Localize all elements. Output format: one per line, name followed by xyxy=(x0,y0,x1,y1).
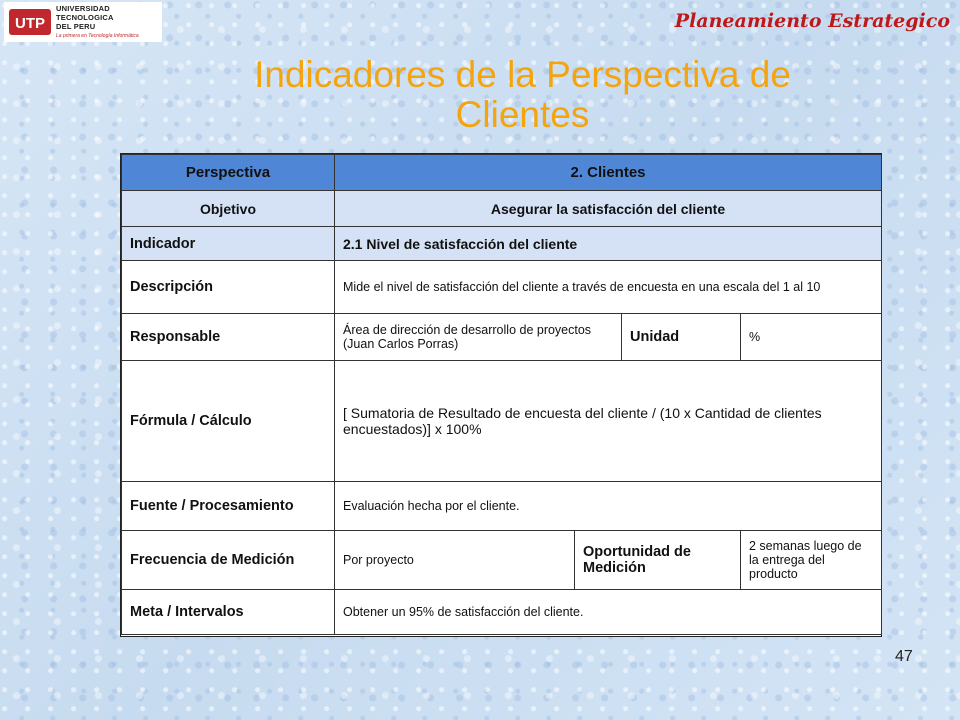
logo-line-3: DEL PERU xyxy=(56,21,96,31)
logo-mark-text: UTP xyxy=(15,15,45,32)
frecuencia-value: Por proyecto xyxy=(335,531,575,590)
logo-line-2: TECNOLOGICA xyxy=(56,12,114,22)
descripcion-label: Descripción xyxy=(122,261,335,314)
objetivo-value: Asegurar la satisfacción del cliente xyxy=(335,191,882,227)
indicator-sheet xyxy=(120,153,882,637)
meta-label: Meta / Intervalos xyxy=(122,590,335,635)
unidad-label: Unidad xyxy=(622,314,741,361)
oportunidad-value: 2 semanas luego de la entrega del producto xyxy=(741,531,882,590)
row-indicador xyxy=(122,227,882,261)
university-logo xyxy=(4,2,162,42)
row-descripcion xyxy=(122,261,882,314)
utp-logo-icon xyxy=(8,5,52,39)
page-number: 47 xyxy=(895,648,913,665)
perspectiva-label: Perspectiva xyxy=(122,155,335,191)
fuente-label: Fuente / Procesamiento xyxy=(122,482,335,531)
oportunidad-label: Oportunidad de Medición xyxy=(575,531,741,590)
logo-tagline: La primera en Tecnología Informática xyxy=(56,32,139,39)
objetivo-label: Objetivo xyxy=(122,191,335,227)
frecuencia-label: Frecuencia de Medición xyxy=(122,531,335,590)
row-meta xyxy=(122,590,882,635)
corner-title: Planeamiento Estrategico xyxy=(674,10,950,32)
slide-title-line-1: Indicadores de la Perspectiva de xyxy=(254,54,791,95)
formula-label: Fórmula / Cálculo xyxy=(122,361,335,482)
indicador-label: Indicador xyxy=(122,227,335,261)
responsable-value: Área de dirección de desarrollo de proyectos (Juan Carlos Porras) xyxy=(335,314,622,361)
meta-value: Obtener un 95% de satisfacción del cliente. xyxy=(335,590,882,635)
indicator-table xyxy=(121,154,882,635)
row-perspectiva xyxy=(122,155,882,191)
formula-value: [ Sumatoria de Resultado de encuesta del cliente / (10 x Cantidad de clientes encuestados)] x 100% xyxy=(335,361,882,482)
logo-line-1: UNIVERSIDAD xyxy=(56,3,110,13)
logo-text xyxy=(56,4,139,41)
row-formula xyxy=(122,361,882,482)
row-fuente xyxy=(122,482,882,531)
responsable-label: Responsable xyxy=(122,314,335,361)
descripcion-value: Mide el nivel de satisfacción del cliente a través de encuesta en una escala del 1 al 10 xyxy=(335,261,882,314)
unidad-value: % xyxy=(741,314,882,361)
row-objetivo xyxy=(122,191,882,227)
row-responsable xyxy=(122,314,882,361)
indicador-value: 2.1 Nivel de satisfacción del cliente xyxy=(335,227,882,261)
row-frecuencia xyxy=(122,531,882,590)
slide-title-line-2: Clientes xyxy=(455,94,590,135)
perspectiva-value: 2. Clientes xyxy=(335,155,882,191)
fuente-value: Evaluación hecha por el cliente. xyxy=(335,482,882,531)
slide-title xyxy=(0,55,960,135)
